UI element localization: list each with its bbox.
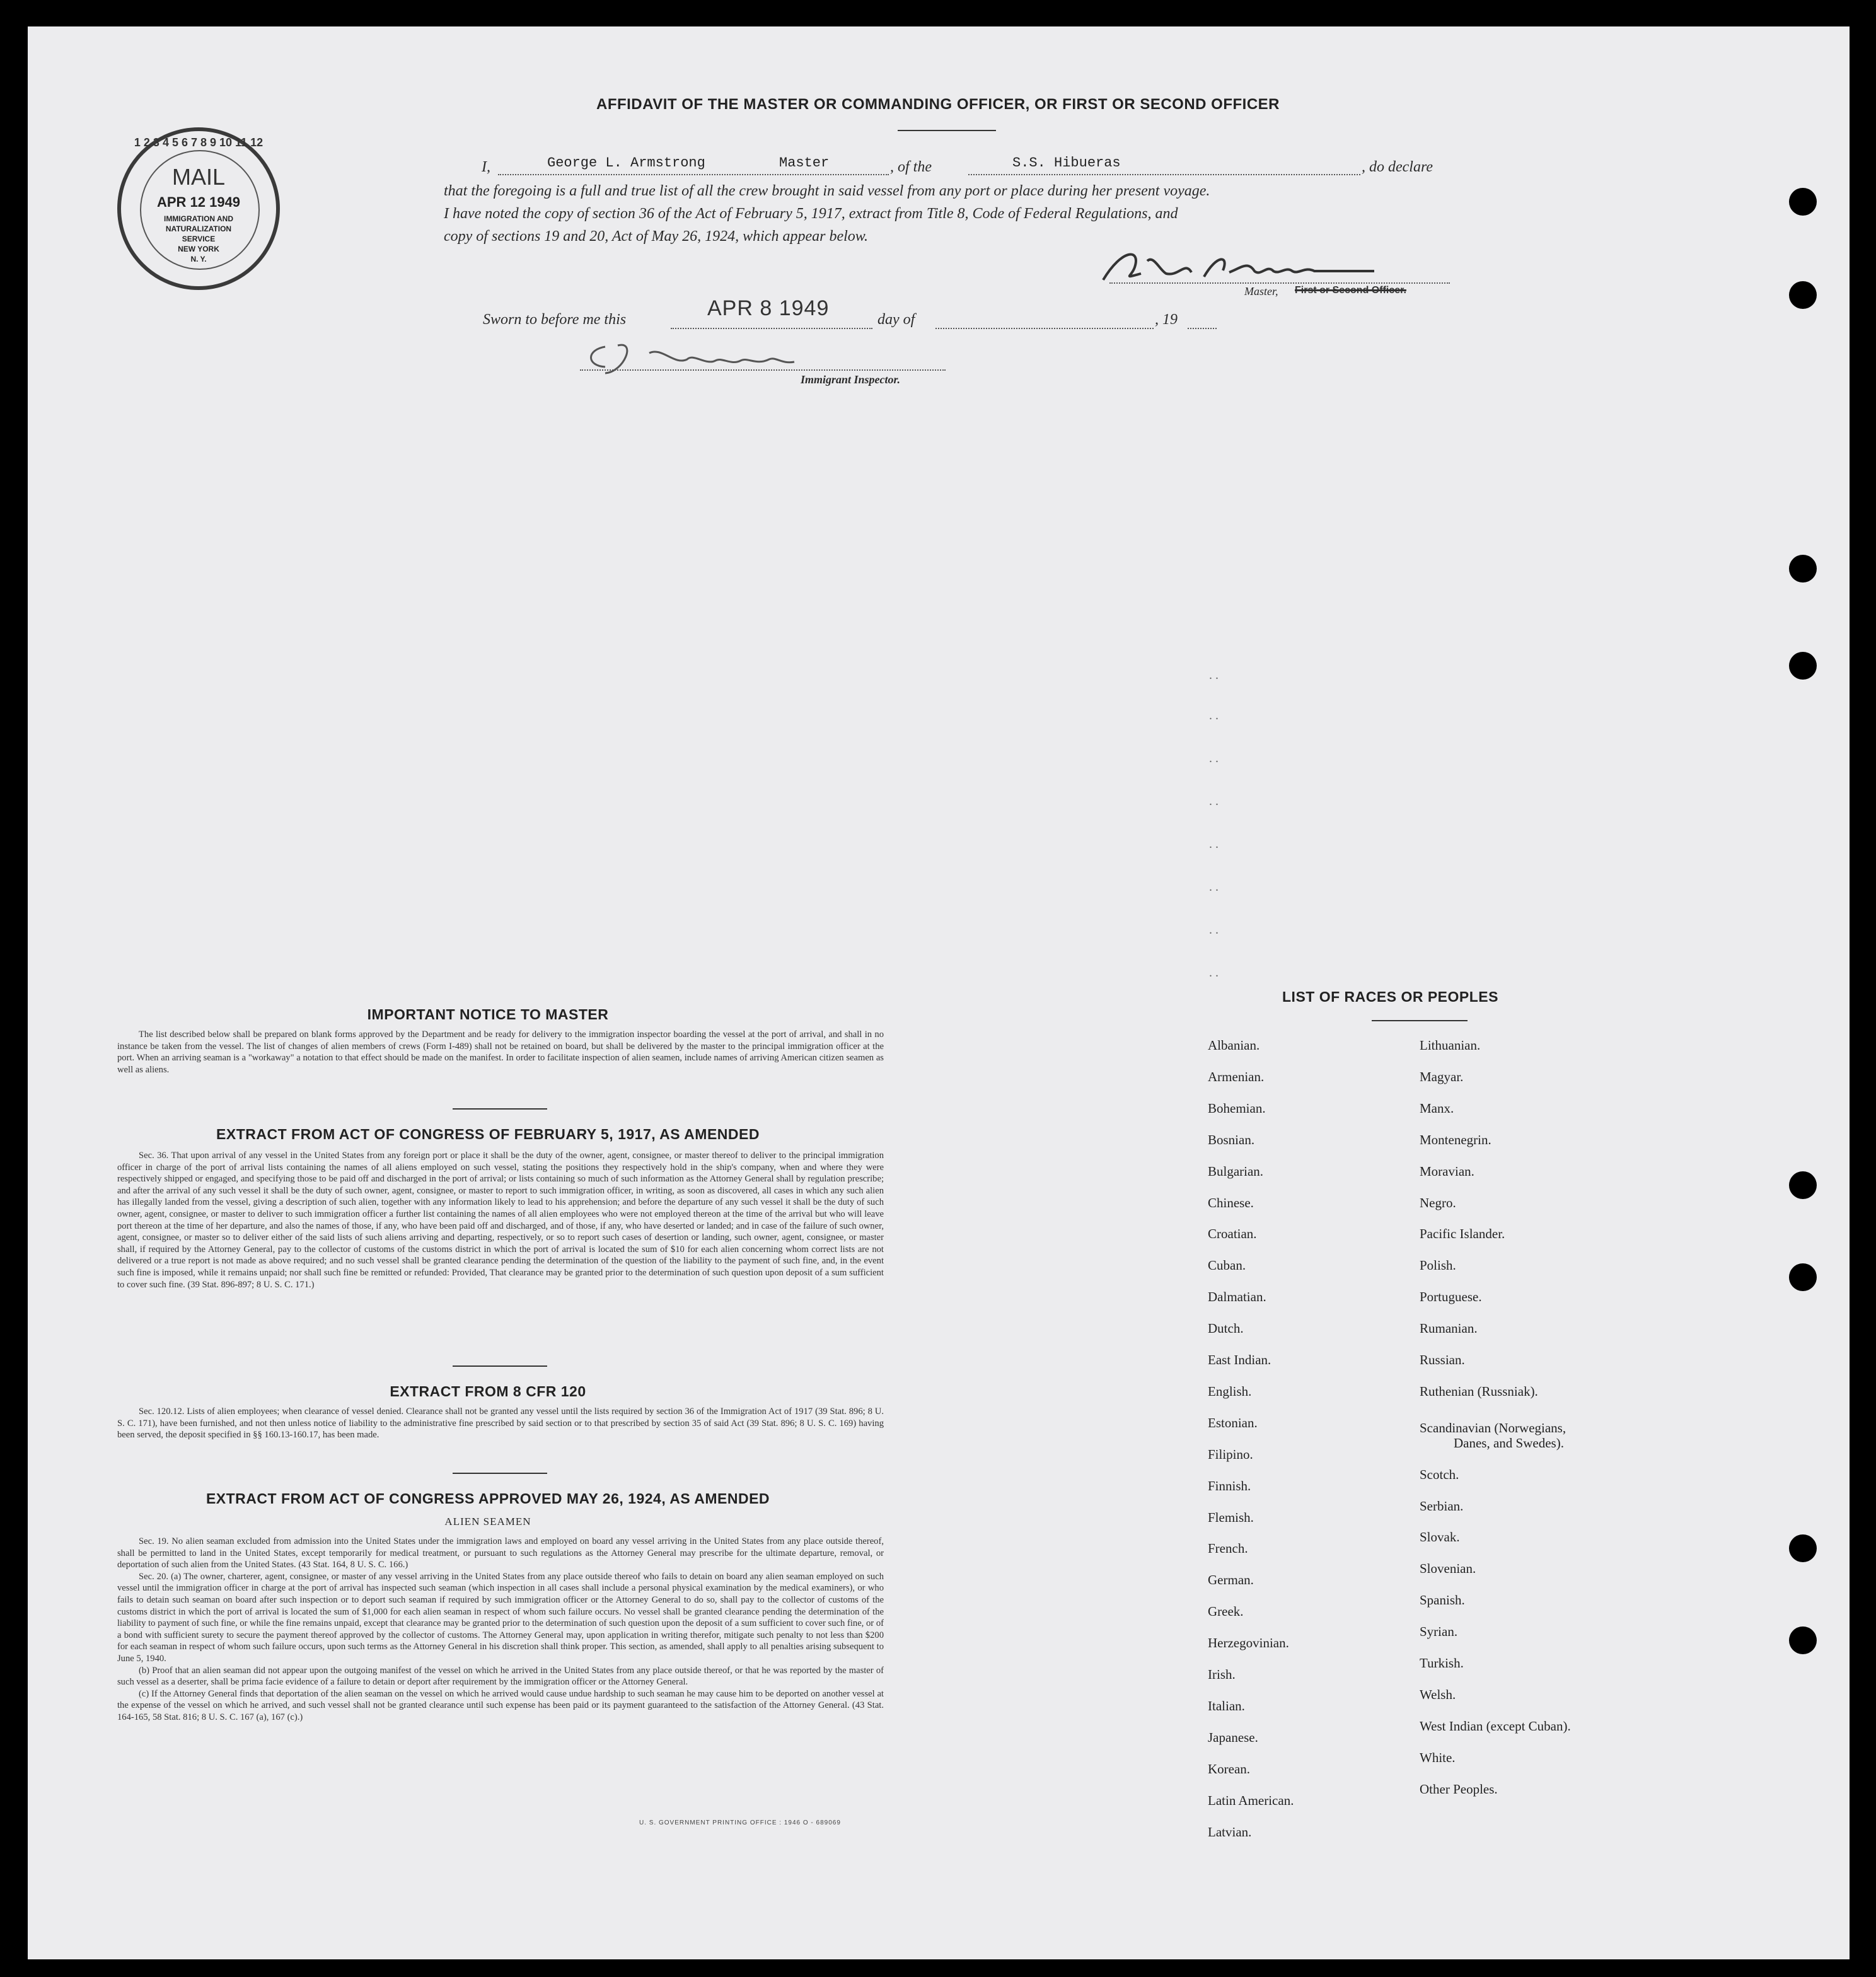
master-name: George L. Armstrong <box>547 155 705 171</box>
race-item: Moravian. <box>1420 1163 1474 1179</box>
month-line <box>935 328 1154 329</box>
race-item: French. <box>1208 1541 1248 1557</box>
race-item: Scandinavian (Norwegians, <box>1420 1420 1566 1435</box>
race-item: West Indian (except Cuban). <box>1420 1718 1571 1734</box>
sworn-label: Sworn to before me this <box>483 311 627 328</box>
race-item: Portuguese. <box>1420 1289 1482 1305</box>
race-item: Armenian. <box>1208 1069 1265 1084</box>
extract-cfr-text <box>117 1406 884 1441</box>
race-item: Filipino. <box>1208 1446 1253 1462</box>
race-item: Slovak. <box>1420 1529 1460 1545</box>
race-item: Albanian. <box>1208 1038 1260 1053</box>
punch-hole <box>1789 1534 1817 1562</box>
race-item: Latin American. <box>1208 1792 1294 1808</box>
race-item: Serbian. <box>1420 1498 1464 1514</box>
race-item: English. <box>1208 1383 1252 1399</box>
faint-mark: . . <box>1209 880 1219 894</box>
stamp-date: APR 12 1949 <box>156 194 241 210</box>
race-item: Greek. <box>1208 1604 1244 1620</box>
race-item: Dalmatian. <box>1208 1289 1266 1305</box>
divider <box>453 1473 547 1474</box>
race-item: Polish. <box>1420 1258 1456 1273</box>
faint-mark: . . <box>1209 923 1219 937</box>
race-item: Syrian. <box>1420 1624 1458 1640</box>
do-declare-label: , do declare <box>1362 159 1433 175</box>
race-item: Magyar. <box>1420 1069 1464 1084</box>
race-item: Chinese. <box>1208 1195 1254 1210</box>
affidavit-title: AFFIDAVIT OF THE MASTER OR COMMANDING OFFICER, OR FIRST OR SECOND OFFICER <box>596 96 1280 113</box>
race-item: Ruthenian (Russniak). <box>1420 1383 1538 1399</box>
stamp-line2: NATURALIZATION <box>165 224 232 233</box>
affidavit-i-label: I, <box>482 159 490 175</box>
punch-hole <box>1789 1171 1817 1199</box>
mail-received-stamp <box>117 127 280 290</box>
day-of-label: day of <box>877 311 915 328</box>
vessel-line <box>968 174 1360 175</box>
race-item: Spanish. <box>1420 1592 1465 1608</box>
race-item: White. <box>1420 1749 1456 1765</box>
punch-hole <box>1789 652 1817 680</box>
race-item: Slovenian. <box>1420 1561 1476 1577</box>
punch-hole <box>1789 188 1817 216</box>
section-20b: (b) Proof that an alien seaman did not appear upon the outgoing manifest of the vessel on which he arrived in the United States from any place outside thereof, or that he was reported by the master of such vessel as a deserter, shall be prima facie evidence of a failure to detain or deport after requirement by the immigration officer or the Attorney General. <box>117 1665 884 1688</box>
struck-officer-caption: First or Second Officer. <box>1295 285 1406 296</box>
notice-paragraph: The list described below shall be prepared on blank forms approved by the Department and be ready for delivery to the immigration inspector boarding the vessel at the port of arrival, and shall in no instance be taken from the vessel. The list of changes of alien members of crews (Form I-489) shall not be retained on board, but shall be delivered by the master to the principal immigration officer at the port. When an arriving seaman is a "workaway" a notation to that effect should be made on the manifest. In order to facilitate inspection of alien seamen, include names of arriving American citizen seamen as well as aliens. <box>117 1029 884 1075</box>
faint-mark: . . <box>1209 794 1219 808</box>
section-19: Sec. 19. No alien seaman excluded from admission into the United States under the immigration laws and employed on board any vessel arriving in the United States from any place outside thereof, shall be permitted to land in the United States, except temporarily for medical treatment, or pursuant to such regulations as the Attorney General may prescribe for the ultimate departure, removal, or deportation of such alien from the United States. (43 Stat. 164, 8 U. S. C. 166.) <box>117 1536 884 1570</box>
notice-text <box>117 1029 884 1075</box>
race-item: Other Peoples. <box>1420 1781 1498 1797</box>
master-rank: Master <box>779 155 830 171</box>
race-item: Finnish. <box>1208 1478 1251 1493</box>
vessel-name: S.S. Hibueras <box>1012 155 1121 171</box>
races-title: LIST OF RACES OR PEOPLES <box>1282 988 1498 1005</box>
race-item: East Indian. <box>1208 1352 1271 1367</box>
race-item: Rumanian. <box>1420 1321 1478 1336</box>
race-item: Manx. <box>1420 1100 1454 1116</box>
sworn-date-stamp: APR 8 1949 <box>707 296 830 320</box>
race-item: Danes, and Swedes). <box>1454 1435 1564 1451</box>
year-prefix: , 19 <box>1155 311 1178 328</box>
year-line <box>1188 328 1217 329</box>
extract-cfr-title: EXTRACT FROM 8 CFR 120 <box>390 1383 586 1400</box>
notice-title: IMPORTANT NOTICE TO MASTER <box>367 1006 609 1023</box>
punch-hole <box>1789 1626 1817 1654</box>
faint-mark: . . <box>1209 668 1219 682</box>
divider <box>453 1108 547 1110</box>
inspector-signature-line <box>580 369 946 371</box>
title-underline <box>898 130 996 131</box>
faint-mark: . . <box>1209 966 1219 980</box>
race-item: Russian. <box>1420 1352 1465 1367</box>
stamp-line4: NEW YORK <box>178 245 219 253</box>
race-item: Scotch. <box>1420 1466 1459 1482</box>
race-item: Cuban. <box>1208 1258 1246 1273</box>
race-item: Irish. <box>1208 1667 1236 1682</box>
stamp-line5: N. Y. <box>190 255 207 264</box>
sworn-date-line <box>671 328 872 329</box>
race-item: Welsh. <box>1420 1686 1456 1702</box>
race-item: Bulgarian. <box>1208 1163 1264 1179</box>
race-item: Negro. <box>1420 1195 1456 1210</box>
faint-mark: . . <box>1209 709 1219 722</box>
race-item: Bohemian. <box>1208 1100 1266 1116</box>
inspector-caption: Immigrant Inspector. <box>801 373 901 386</box>
affidavit-line-4: copy of sections 19 and 20, Act of May 26, 1924, which appear below. <box>444 228 869 245</box>
race-item: Estonian. <box>1208 1415 1258 1430</box>
race-item: Lithuanian. <box>1420 1038 1481 1053</box>
extract-1917-title: EXTRACT FROM ACT OF CONGRESS OF FEBRUARY 5, 1917, AS AMENDED <box>216 1126 760 1142</box>
affidavit-line-3: I have noted the copy of section 36 of the Act of February 5, 1917, extract from Title 8, Code of Federal Regulations, and <box>444 206 1178 222</box>
race-item: Turkish. <box>1420 1655 1464 1671</box>
stamp-line3: SERVICE <box>182 235 216 243</box>
alien-seamen-subtitle: ALIEN SEAMEN <box>444 1516 531 1528</box>
punch-hole <box>1789 281 1817 309</box>
races-title-underline <box>1372 1020 1468 1021</box>
of-the-label: , of the <box>890 159 932 175</box>
race-item: Latvian. <box>1208 1824 1252 1840</box>
extract-1924-text <box>117 1536 884 1724</box>
race-item: Herzegovinian. <box>1208 1635 1289 1651</box>
extract-1917-text <box>117 1150 884 1290</box>
stamp-line1: IMMIGRATION AND <box>164 214 233 223</box>
race-item: Bosnian. <box>1208 1132 1255 1147</box>
extract-1924-title: EXTRACT FROM ACT OF CONGRESS APPROVED MAY 26, 1924, AS AMENDED <box>206 1490 770 1507</box>
race-item: German. <box>1208 1572 1254 1588</box>
affidavit-line-2: that the foregoing is a full and true list of all the crew brought in said vessel from any port or place during her present voyage. <box>444 183 1210 199</box>
section-20a: Sec. 20. (a) The owner, charterer, agent, consignee, or master of any vessel arriving in the United States from any place outside thereof who fails to detain on board any alien seaman employed on such vessel until the immigration officer in charge at the port of arrival has inspected such seaman (which inspection in all cases shall include a personal physical examination by the medical examiners), or who fails to detain such seaman on board after such inspection or to deport such seaman if required by such immigration officer or the Attorney General to do so, shall pay to the collector of customs of the customs district in which the port of arrival is located the sum of $1,000 for each alien seaman in respect of whom such failure occurs. No vessel shall be granted clearance pending the determination of the liability to payment of such fine, or while the fine remains unpaid, except that clearance may be granted prior to the determination of such question upon the deposit of a sum sufficient to cover such fine, or of a bond with sufficient surety to secure the payment thereof approved by the collector of customs. The Attorney General may, upon application in writing therefor, mitigate such penalty to not less than $200 for each seaman in respect of whom such failure occurs, upon such terms as the Attorney General in his discretion shall think proper. This section, as amended, shall apply to all penalties arising subsequent to June 5, 1940. <box>117 1571 884 1664</box>
section-20c: (c) If the Attorney General finds that deportation of the alien seaman on the vessel on which he arrived would cause undue hardship to such seaman he may cause him to be deported on another vessel at the expense of the vessel on which he arrived, and such vessel shall not be granted clearance until such expense has been paid or its payment guaranteed to the satisfaction of the Attorney General. (43 Stat. 164-165, 58 Stat. 816; 8 U. S. C. 167 (a), 167 (c).) <box>117 1688 884 1722</box>
punch-hole <box>1789 1263 1817 1291</box>
printer-credit: U. S. GOVERNMENT PRINTING OFFICE : 1946 O - 689069 <box>639 1819 841 1826</box>
stamp-numbers: 1 2 3 4 5 6 7 8 9 10 11 12 <box>134 136 263 149</box>
master-caption: Master, <box>1244 285 1278 298</box>
divider <box>453 1365 547 1367</box>
faint-mark: . . <box>1209 837 1219 851</box>
race-item: Flemish. <box>1208 1509 1254 1525</box>
extract-cfr-paragraph: Sec. 120.12. Lists of alien employees; when clearance of vessel denied. Clearance shall not be granted any vessel until the lists required by section 36 of the Immigration Act of 1917 (39 Stat. 896; 8 U. S. C. 171), have been furnished, and not then unless notice of liability to the administrative fine prescribed by said section or to that prescribed by section 35 of said Act (39 Stat. 896; 8 U. S. C. 169) having been served, the deposit specified in §§ 160.13-160.17, has been made. <box>117 1406 884 1441</box>
stamp-mail: MAIL <box>171 164 226 190</box>
race-item: Italian. <box>1208 1698 1245 1713</box>
race-item: Japanese. <box>1208 1729 1258 1745</box>
race-item: Pacific Islander. <box>1420 1226 1505 1242</box>
race-item: Dutch. <box>1208 1321 1244 1336</box>
punch-hole <box>1789 555 1817 583</box>
faint-mark: . . <box>1209 751 1219 765</box>
race-item: Croatian. <box>1208 1226 1257 1242</box>
race-item: Montenegrin. <box>1420 1132 1491 1147</box>
extract-1917-paragraph: Sec. 36. That upon arrival of any vessel in the United States from any foreign port or place it shall be the duty of the owner, agent, consignee, or master thereof to deliver to the principal immigration officer in charge of the port of arrival lists containing the names of all aliens employed on such vessel, stating the positions they respectively hold in the ship's company, when and where they were respectively shipped or engaged, and specifying those to be paid off and discharged in the port of arrival; or lists containing so much of such information as the Attorney General shall by regulation prescribe; and after the arrival of any such vessel it shall be the duty of such owner, agent, consignee, or master to report to such immigration officer, in writing, as soon as discovered, all cases in which any such alien has illegally landed from the vessel, giving a description of such alien, together with any information likely to lead to his apprehension; and before the departure of any such vessel it shall be the duty of such owner, agent, consignee, or master to deliver to such immigration officer a further list containing the names of all alien employees who were not employed thereon at the time of the arrival but who will leave port thereon at the time of her departure, and also the names of those, if any, who have been paid off and discharged, and of those, if any, who have deserted or landed; and in case of the failure of such owner, agent, consignee, or master so to deliver either of the said lists of such aliens arriving and departing, respectively, or so to report such cases of desertion or landing, such owner, agent, consignee, or master shall, if required by the Attorney General, pay to the collector of customs of the customs district in which the port of arrival is located the sum of $10 for each alien concerning whom correct lists are not delivered or a true report is not made as above required; and no such vessel shall be granted clearance pending the determination of the question of the liability to the payment of such fine, and, in the event such fine is imposed, while it remains unpaid; nor shall such fine be remitted or refunded: Provided, That clearance may be granted prior to the determination of such question upon deposit of a sum sufficient to cover such fine. (39 Stat. 896-897; 8 U. S. C. 171.) <box>117 1151 884 1290</box>
name-line <box>498 174 889 175</box>
master-signature-line <box>1109 282 1450 284</box>
race-item: Korean. <box>1208 1761 1251 1777</box>
